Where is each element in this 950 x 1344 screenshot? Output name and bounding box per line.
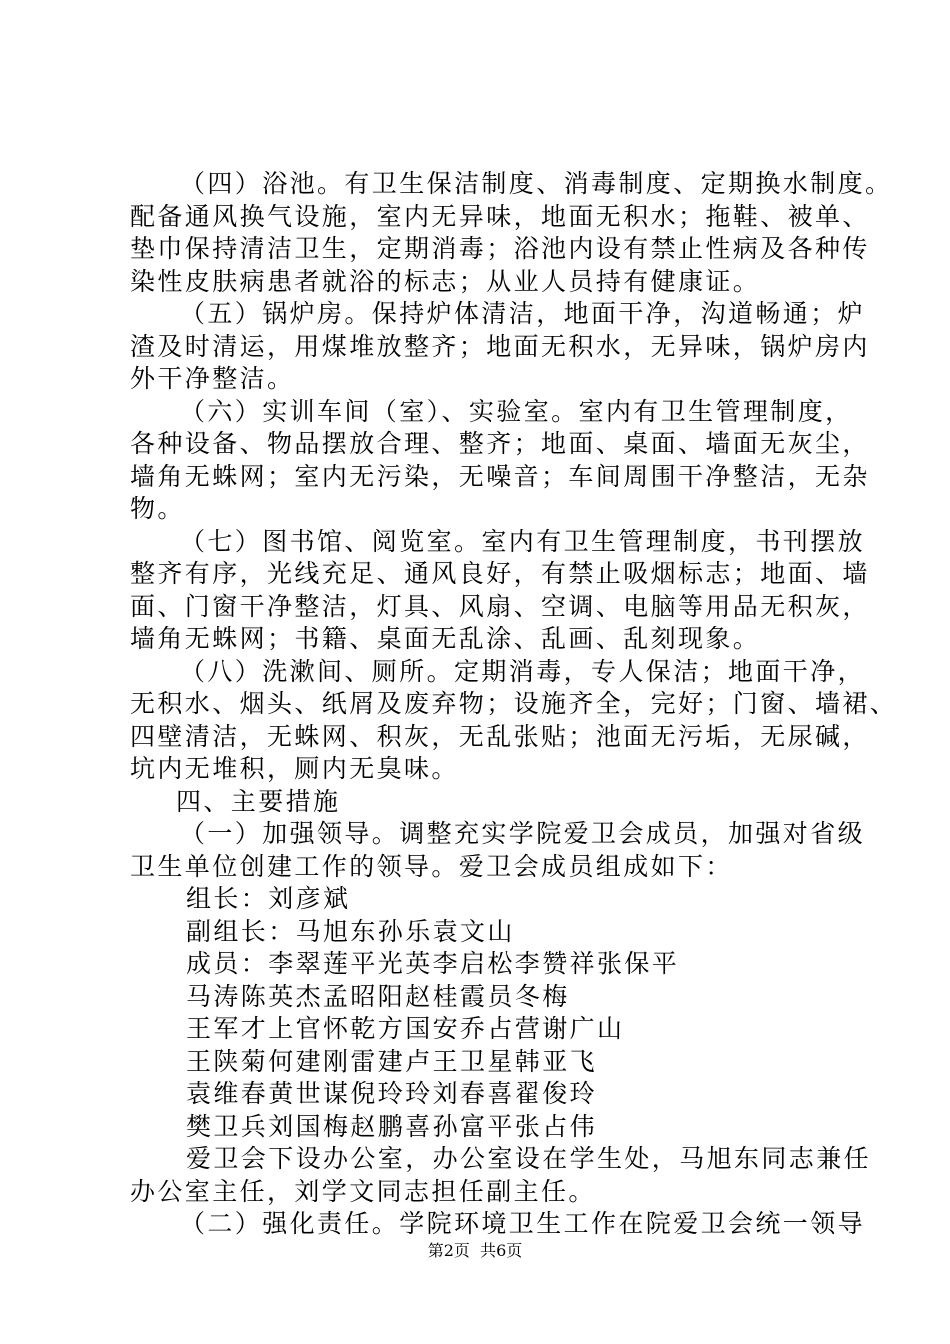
text-line: （一）加强领导。调整充实学院爱卫会成员，加强对省级 [180, 819, 866, 848]
text-line: （六）实训车间（室）、实验室。室内有卫生管理制度， [180, 396, 853, 426]
text-line: 各种设备、物品摆放合理、整齐；地面、桌面、墙面无灰尘， [130, 429, 870, 458]
text-line: （五）锅炉房。保持炉体清洁，地面干净，沟道畅通；炉 [180, 299, 866, 328]
text-line: 成员：李翠莲平光英李启松李赞祥张保平 [186, 949, 680, 978]
text-line: 墙角无蛛网；室内无污染，无噪音；车间周围干净整洁，无杂 [130, 461, 870, 491]
document-body [130, 168, 898, 1241]
text-line: 卫生单位创建工作的领导。爱卫会成员组成如下： [130, 851, 733, 881]
text-line: 垫巾保持清洁卫生，定期消毒；浴池内设有禁止性病及各种传 [130, 234, 870, 263]
text-line: 办公室主任，刘学文同志担任副主任。 [130, 1176, 596, 1206]
text-line: 袁维春黄世谋倪玲玲刘春喜翟俊玲 [186, 1079, 598, 1108]
text-line: 配备通风换气设施，室内无异味，地面无积水；拖鞋、被单、 [130, 201, 870, 231]
page-number-label: 第2页 共6页 [427, 1241, 523, 1260]
text-line: 染性皮肤病患者就浴的标志；从业人员持有健康证。 [130, 266, 761, 296]
text-line: 爱卫会下设办公室，办公室设在学生处，马旭东同志兼任 [186, 1144, 872, 1173]
text-line: 坑内无堆积，厕内无臭味。 [130, 754, 459, 783]
text-line: 整齐有序，光线充足、通风良好，有禁止吸烟标志；地面、墙 [130, 559, 870, 588]
text-line: 王军才上官怀乾方国安乔占营谢广山 [186, 1014, 625, 1043]
text-line: （七）图书馆、阅览室。室内有卫生管理制度，书刊摆放 [180, 526, 866, 556]
text-line: （八）洗漱间、厕所。定期消毒，专人保洁；地面干净， [180, 656, 866, 686]
text-line: （四）浴池。有卫生保洁制度、消毒制度、定期换水制度。 [180, 169, 893, 198]
text-line: 王陕菊何建刚雷建卢王卫星韩亚飞 [186, 1046, 598, 1076]
page-footer [0, 1240, 950, 1262]
text-line: 马涛陈英杰孟昭阳赵桂霞员冬梅 [186, 981, 570, 1011]
text-line: 面、门窗干净整洁，灯具、风扇、空调、电脑等用品无积灰， [130, 591, 870, 621]
text-line: 渣及时清运，用煤堆放整齐；地面无积水，无异味，锅炉房内 [130, 331, 870, 361]
text-line: 无积水、烟头、纸屑及废弃物；设施齐全，完好；门窗、墙裙、 [130, 689, 898, 718]
text-line: 墙角无蛛网；书籍、桌面无乱涂、乱画、乱刻现象。 [130, 624, 761, 653]
text-line: 副组长：马旭东孙乐袁文山 [186, 916, 515, 946]
text-line: （二）强化责任。学院环境卫生工作在院爱卫会统一领导 [180, 1209, 866, 1238]
text-line: 四壁清洁，无蛛网、积灰，无乱张贴；池面无污垢，无尿碱， [130, 721, 870, 751]
text-line: 组长：刘彦斌 [186, 884, 351, 913]
text-line: 物。 [130, 494, 185, 523]
text-line: 四、主要措施 [176, 786, 341, 816]
text-line: 樊卫兵刘国梅赵鹏喜孙富平张占伟 [186, 1111, 598, 1141]
text-line: 外干净整洁。 [130, 364, 295, 393]
